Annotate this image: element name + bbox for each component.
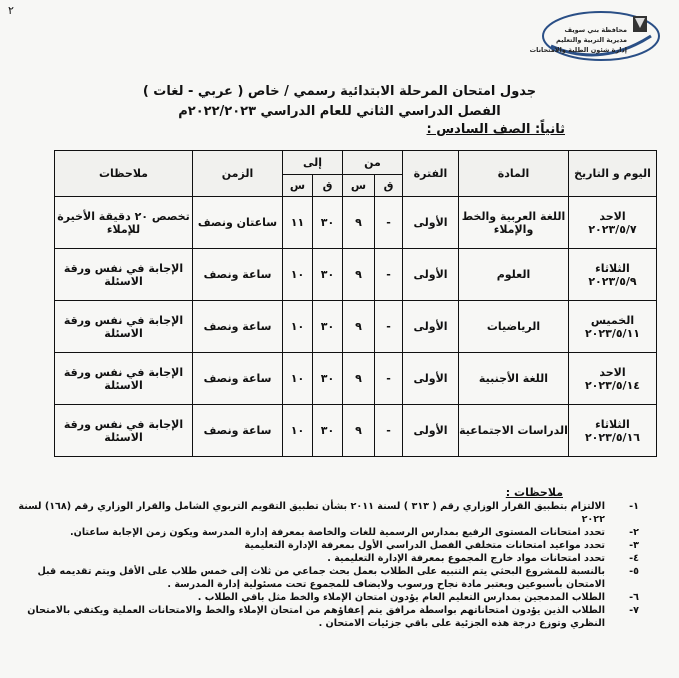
note-cell: الإجابة في نفس ورقة الاسئلة — [55, 353, 193, 405]
period-cell: الأولى — [403, 353, 459, 405]
period-cell: الأولى — [403, 249, 459, 301]
table-header-row — [55, 151, 657, 175]
to-q-cell: ٣٠ — [313, 249, 343, 301]
list-item: ٧- الطلاب الذين يؤدون امتحاناتهم بواسطة مرافق يتم إعفاؤهم من امتحان الإملاء والخط والامتحانات العملية ويكتفي بالامتحان النظري وتوزع درجة هذه الجزئية على باقي جزئيات الامتحان . — [27, 605, 639, 629]
to-q-cell: ٣٠ — [313, 405, 343, 457]
to-s-cell: ١٠ — [283, 249, 313, 301]
logo-line-1: محافظة بني سويف — [564, 26, 627, 34]
duration-cell: ساعتان ونصف — [193, 197, 283, 249]
to-q-cell: ٣٠ — [313, 301, 343, 353]
header-from-s: س — [343, 175, 375, 197]
to-s-cell: ١١ — [283, 197, 313, 249]
list-item: ٥- بالنسبة للمشروع البحثي يتم التنبيه على الطلاب بعمل بحث جماعي من ثلاث إلى خمس طلاب على الأقل ويتم تقديمه قبل الامتحان بأسبوعين ويعتبر مادة نجاح ورسوب ولايضاف للمجموع تحت مسئولية إدارة المدرسة . — [37, 566, 639, 590]
page-number: ٢ — [8, 4, 14, 17]
header-to-q: ق — [313, 175, 343, 197]
list-item: ١- الالتزام بتطبيق القرار الوزاري رقم ( ٣١٣ ) لسنة ٢٠١١ بشأن تطبيق التقويم التربوي الشامل والقرار الوزاري رقم (١٦٨) لسنة ٢٠٢٢ — [18, 501, 639, 525]
table-row — [55, 249, 657, 301]
note-cell: الإجابة في نفس ورقة الاسئلة — [55, 301, 193, 353]
duration-cell: ساعة ونصف — [193, 353, 283, 405]
list-item: ٣- تحدد مواعيد امتحانات متخلفي الفصل الدراسي الأول بمعرفة الإدارة التعليمية — [244, 540, 639, 551]
document-title: جدول امتحان المرحلة الابتدائية رسمي / خاص ( عربي - لغات ) — [142, 84, 537, 99]
note-cell: الإجابة في نفس ورقة الاسئلة — [55, 249, 193, 301]
table-row — [55, 301, 657, 353]
header-to: إلى — [283, 151, 343, 175]
header-notes: ملاحظات — [55, 151, 193, 197]
duration-cell: ساعة ونصف — [193, 301, 283, 353]
to-s-cell: ١٠ — [283, 405, 313, 457]
grade-heading: ثانياً: الصف السادس : — [426, 122, 565, 137]
period-cell: الأولى — [403, 197, 459, 249]
from-q-cell: - — [375, 353, 403, 405]
day-date-cell: الاحد ٢٠٢٣/٥/١٤ — [569, 353, 657, 405]
day-date-cell: الثلاثاء ٢٠٢٣/٥/٩ — [569, 249, 657, 301]
list-item: ٢- تحدد امتحانات المستوى الرفيع بمدارس الرسمية للغات والخاصة بمعرفة إدارة المدرسة ويكون زمن الإجابة ساعتان. — [70, 527, 639, 538]
from-s-cell: ٩ — [343, 301, 375, 353]
from-s-cell: ٩ — [343, 405, 375, 457]
note-cell: تخصص ٢٠ دقيقة الأخيرة للإملاء — [55, 197, 193, 249]
subject-cell: الدراسات الاجتماعية — [459, 405, 569, 457]
period-cell: الأولى — [403, 301, 459, 353]
table-row — [55, 353, 657, 405]
header-from-q: ق — [375, 175, 403, 197]
table-row — [55, 197, 657, 249]
subject-cell: اللغة الأجنبية — [459, 353, 569, 405]
notes-list — [9, 500, 639, 630]
header-to-s: س — [283, 175, 313, 197]
logo-line-3: إدارة شئون الطلبة والامتحانات — [529, 46, 627, 54]
header-from: من — [343, 151, 403, 175]
day-date-cell: الخميس ٢٠٢٣/٥/١١ — [569, 301, 657, 353]
period-cell: الأولى — [403, 405, 459, 457]
to-s-cell: ١٠ — [283, 353, 313, 405]
duration-cell: ساعة ونصف — [193, 405, 283, 457]
note-cell: الإجابة في نفس ورقة الاسئلة — [55, 405, 193, 457]
directorate-logo — [511, 6, 661, 64]
to-q-cell: ٣٠ — [313, 353, 343, 405]
from-s-cell: ٩ — [343, 197, 375, 249]
from-s-cell: ٩ — [343, 353, 375, 405]
header-subject: المادة — [459, 151, 569, 197]
notes-heading: ملاحظات : — [505, 486, 563, 499]
duration-cell: ساعة ونصف — [193, 249, 283, 301]
list-item: ٦- الطلاب المدمجين بمدارس التعليم العام يؤدون امتحان الإملاء والخط مثل باقي الطلاب . — [197, 592, 639, 603]
list-item: ٤- تحدد امتحانات مواد خارج المجموع بمعرفة الإدارة التعليمية . — [327, 553, 639, 564]
to-s-cell: ١٠ — [283, 301, 313, 353]
from-q-cell: - — [375, 249, 403, 301]
day-date-cell: الثلاثاء ٢٠٢٣/٥/١٦ — [569, 405, 657, 457]
subject-cell: الرياضيات — [459, 301, 569, 353]
to-q-cell: ٣٠ — [313, 197, 343, 249]
logo-emblem-icon — [511, 6, 661, 64]
from-q-cell: - — [375, 301, 403, 353]
subject-cell: اللغة العربية والخط والإملاء — [459, 197, 569, 249]
header-time: الزمن — [193, 151, 283, 197]
document-subtitle: الفصل الدراسي الثاني للعام الدراسي ٢٠٢٢/٢٠٢٣م — [178, 104, 501, 119]
table-row — [55, 405, 657, 457]
subject-cell: العلوم — [459, 249, 569, 301]
header-day-date: اليوم و التاريخ — [569, 151, 657, 197]
day-date-cell: الاحد ٢٠٢٣/٥/٧ — [569, 197, 657, 249]
from-q-cell: - — [375, 405, 403, 457]
exam-schedule-table — [54, 150, 657, 457]
header-period: الفترة — [403, 151, 459, 197]
from-s-cell: ٩ — [343, 249, 375, 301]
logo-line-2: مديرية التربية والتعليم — [555, 36, 627, 44]
from-q-cell: - — [375, 197, 403, 249]
